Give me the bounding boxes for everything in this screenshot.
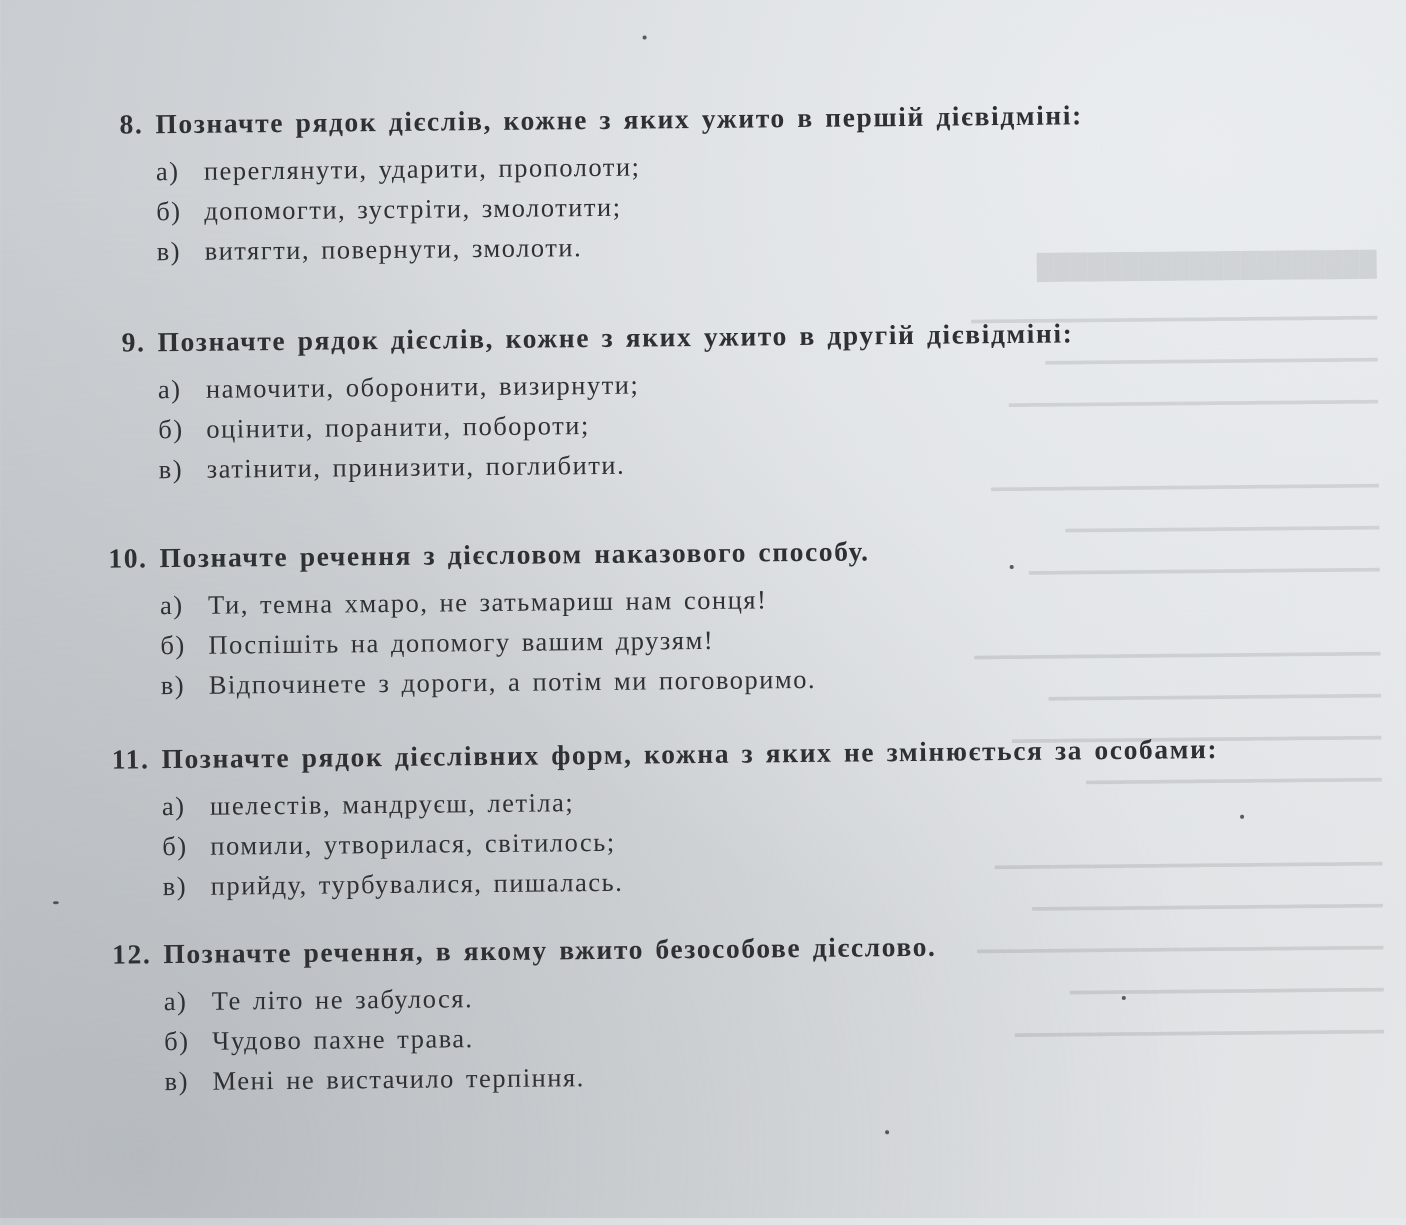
option-letter: в) [164, 1065, 190, 1097]
option-text: Поспішіть на допомогу вашим друзям! [208, 624, 715, 660]
question-text: Позначте речення з дієсловом наказового способу. [159, 535, 870, 574]
option-letter: в) [160, 669, 186, 701]
option-text: Мені не вистачило терпіння. [212, 1062, 585, 1096]
option-text: Ти, темна хмаро, не затьмариш нам сонця! [207, 584, 768, 620]
question-number: 12. [112, 938, 152, 970]
option-text: помили, утворилася, світилось; [210, 826, 616, 861]
question-text: Позначте речення, в якому вжито безособове дієслово. [163, 930, 937, 970]
option-letter: а) [157, 373, 182, 405]
paper-speck [885, 1130, 889, 1134]
paper-speck [1240, 815, 1244, 819]
option-letter: б) [164, 1025, 190, 1057]
option-text: допомогти, зустріти, змолотити; [204, 191, 622, 226]
option-letter: б) [156, 195, 182, 227]
question-heading [0, 97, 1316, 142]
option-letter: б) [160, 629, 186, 661]
option-text: затінити, принизити, поглибити. [206, 449, 626, 484]
paper-speck [53, 901, 59, 904]
option-text: намочити, оборонити, визирнути; [205, 369, 640, 404]
question-8 [0, 97, 1317, 278]
option-text: витягти, повернути, змолоти. [204, 232, 583, 266]
paper-speck [1122, 996, 1126, 1000]
option-letter: а) [163, 985, 188, 1017]
option-text: Чудово пахне трава. [212, 1023, 474, 1056]
question-9 [0, 315, 1319, 496]
option-text: шелестів, мандруєш, летіла; [209, 787, 575, 821]
question-text: Позначте рядок дієслівних форм, кожна з яких не змінюється за особами: [161, 733, 1219, 775]
option-letter: в) [156, 235, 182, 267]
option-letter: б) [162, 830, 188, 862]
question-heading [3, 927, 1323, 972]
answer-options [0, 579, 1321, 712]
answer-options [0, 145, 1317, 278]
question-number: 10. [108, 542, 148, 574]
paper-speck [1010, 565, 1014, 569]
option-letter: б) [158, 413, 184, 445]
question-10 [0, 531, 1321, 712]
question-number: 8. [119, 108, 144, 140]
question-number: 11. [111, 743, 150, 775]
paper-speck [643, 35, 647, 39]
answer-options [4, 975, 1325, 1108]
question-11 [1, 732, 1323, 913]
question-text: Позначте рядок дієслів, кожне з яких ужито в другій дієвідміні: [157, 317, 1074, 358]
question-number: 9. [121, 326, 146, 358]
option-text: переглянути, ударити, прополоти; [203, 151, 641, 186]
option-text: Те літо не забулося. [211, 983, 474, 1016]
option-letter: в) [162, 870, 188, 902]
question-heading [1, 732, 1321, 777]
option-letter: а) [159, 589, 184, 621]
option-text: оцінити, поранити, побороти; [206, 410, 590, 444]
question-text: Позначте рядок дієслів, кожне з яких ужито в першій дієвідміні: [155, 99, 1083, 140]
question-12 [3, 927, 1325, 1108]
option-letter: в) [158, 453, 184, 485]
option-text: Відпочинете з дороги, а потім ми поговоримо. [208, 663, 817, 700]
answer-options [0, 363, 1319, 496]
show-through-background: ████████████████████ ▁▁▁▁▁▁▁▁▁▁▁▁▁▁▁▁▁▁▁▁▁▁ ▁▁▁▁▁▁▁▁▁▁▁▁▁▁▁▁▁▁ ▁▁▁▁▁▁▁▁▁▁▁▁▁▁▁▁▁▁▁▁ ▁▁▁▁▁▁▁▁▁▁▁▁▁▁▁▁▁▁▁▁▁ ▁▁▁▁▁▁▁▁▁▁▁▁▁▁▁▁▁ ▁▁▁▁▁▁▁▁▁▁▁▁▁▁▁▁▁▁▁ ▁▁▁▁▁▁▁▁▁▁▁▁▁▁▁▁▁▁▁▁▁▁ ▁▁▁▁▁▁▁▁▁▁▁▁▁▁▁▁▁▁ ▁▁▁▁▁▁▁▁▁▁▁▁▁▁▁▁▁▁▁▁ ▁▁▁▁▁▁▁▁▁▁▁▁▁▁▁▁ ▁▁▁▁▁▁▁▁▁▁▁▁▁▁▁▁▁▁▁▁▁ ▁▁▁▁▁▁▁▁▁▁▁▁▁▁▁▁▁▁▁ ▁▁▁▁▁▁▁▁▁▁▁▁▁▁▁▁▁▁▁▁▁▁ ▁▁▁▁▁▁▁▁▁▁▁▁▁▁▁▁▁ ▁▁▁▁▁▁▁▁▁▁▁▁▁▁▁▁▁▁▁▁ [971, 251, 1385, 1037]
option-letter: а) [161, 790, 186, 822]
question-heading [0, 315, 1318, 360]
question-heading [0, 531, 1320, 576]
option-text: прийду, турбувалися, пишалась. [210, 866, 624, 901]
answer-options [2, 780, 1323, 913]
option-letter: а) [155, 155, 180, 187]
